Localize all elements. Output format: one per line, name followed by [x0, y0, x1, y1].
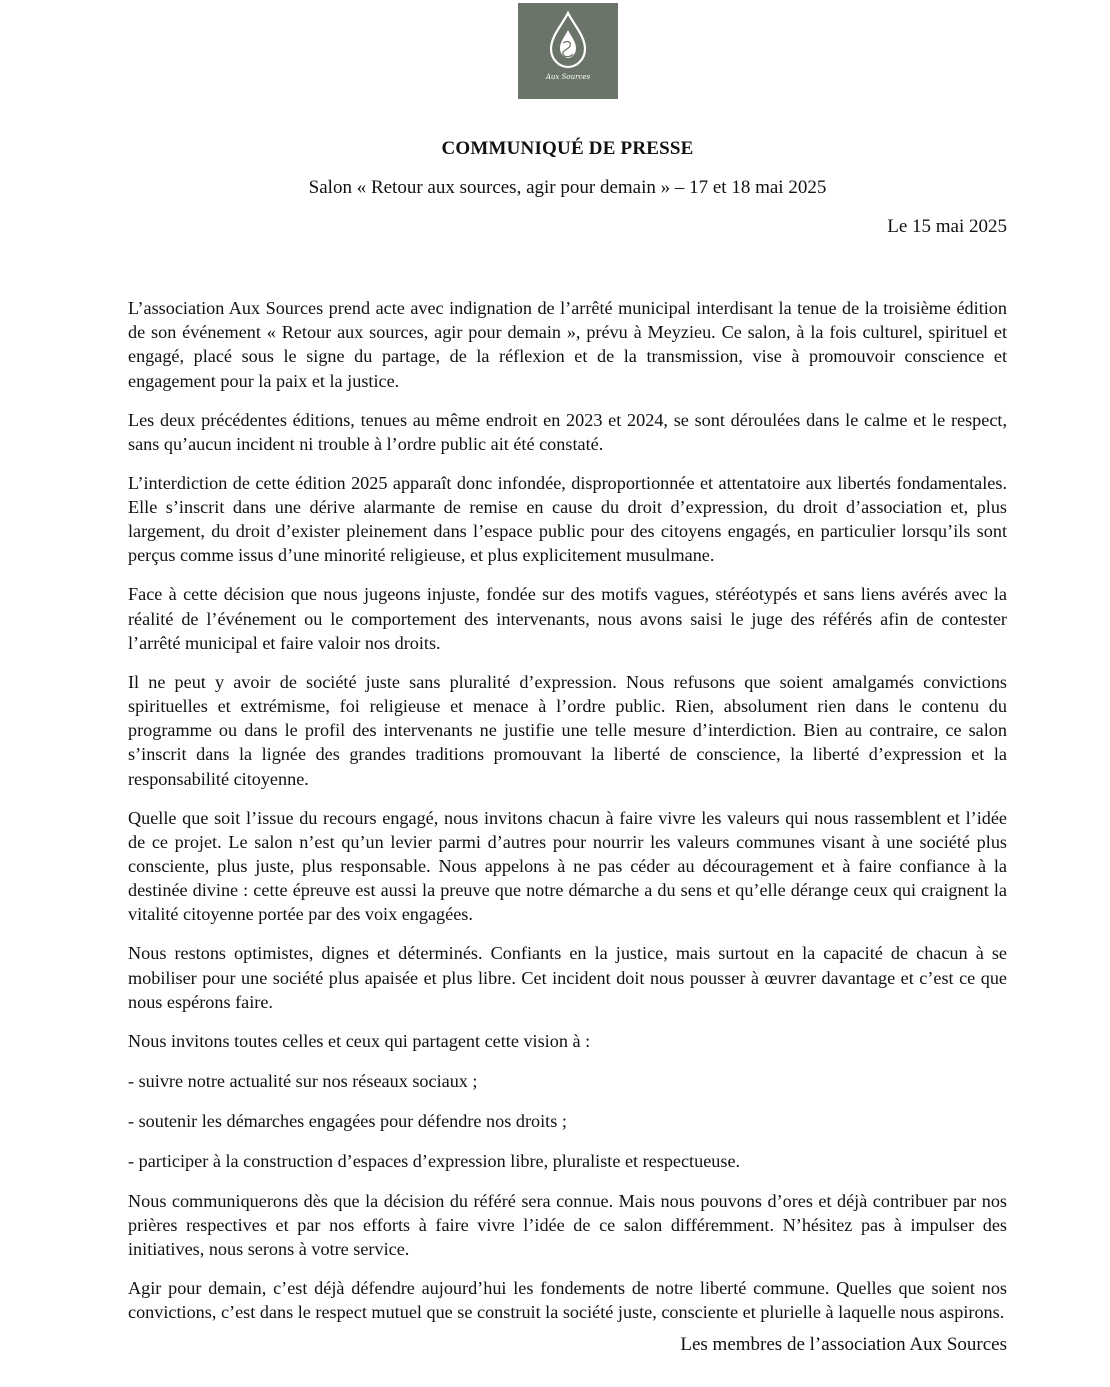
press-release-body: [128, 296, 1007, 1339]
page-title: COMMUNIQUÉ DE PRESSE: [441, 138, 694, 159]
association-logo: [518, 3, 618, 99]
paragraph-legal-action: Face à cette décision que nous jugeons injuste, fondée sur des motifs vagues, stéréotypés et sans liens avérés avec la réalité de l’événement ou le comportement des intervenants, nous avons saisi le juge des référés afin de contester l’arrêté municipal et faire valoir nos droits.: [128, 584, 1007, 653]
logo-wordmark: Aux Sources: [545, 73, 591, 81]
paragraph-next-steps: Nous communiquerons dès que la décision du référé sera connue. Mais nous pouvons d’ores et déjà contribuer par nos prières respectives et par nos efforts à faire vivre l’idée de ce salon différemment. N’hésitez pas à impulser des initiatives, nous serons à votre service.: [128, 1190, 1007, 1260]
paragraph-invitation: Nous invitons toutes celles et ceux qui partagent cette vision à :: [128, 1030, 591, 1051]
paragraph-pluralism: Il ne peut y avoir de société juste sans pluralité d’expression. Nous refusons que soient amalgamés convictions spirituelles et extrémisme, foi religieuse et menace à l’ordre public. Rien, absolument rien dans le contenu du programme ou dans le profil des intervenants ne justifie une telle mesure d’interdiction. Bien au contraire, ce salon s’inscrit dans la lignée des grandes traditions promouvant la liberté de conscience, la liberté d’expression et la responsabilité citoyenne.: [128, 671, 1007, 789]
water-drop-icon: [518, 3, 618, 99]
paragraph-previous-editions: Les deux précédentes éditions, tenues au même endroit en 2023 et 2024, se sont déroulées dans le calme et le respect, sans qu’aucun incident ni trouble à l’ordre public ait été constaté.: [128, 409, 1007, 454]
paragraph-ban-unfounded: L’interdiction de cette édition 2025 apparaît donc infondée, disproportionnée et attentatoire aux libertés fondamentales. Elle s’inscrit dans une dérive alarmante de remise en cause du droit d’expression, du droit d’association et, plus largement, du droit d’exister pleinement dans l’espace public pour des citoyens engagés, en particulier lorsqu’ils sont perçus comme issus d’une minorité religieuse, et plus explicitement musulmane.: [128, 472, 1007, 566]
paragraph-announcement: L’association Aux Sources prend acte avec indignation de l’arrêté municipal interdisant la tenue de la troisième édition de son événement « Retour aux sources, agir pour demain », prévu à Meyzieu. Ce salon, à la fois culturel, spirituel et engagé, placé sous le signe du partage, de la réflexion et de la transmission, vise à promouvoir conscience et engagement pour la paix et la justice.: [128, 298, 1007, 391]
paragraph-optimism: Nous restons optimistes, dignes et déterminés. Confiants en la justice, mais surtout en la capacité de chacun à se mobiliser pour une société plus apaisée et plus libre. Cet incident doit nous pousser à œuvrer davantage et c’est ce que nous espérons faire.: [128, 943, 1007, 1012]
paragraph-call-to-values: Quelle que soit l’issue du recours engagé, nous invitons chacun à faire vivre les valeurs qui nous rassemblent et l’idée de ce projet. Le salon n’est qu’un levier parmi d’autres pour nourrir les valeurs communes visant à une société plus consciente, plus juste, plus responsable. Nous appelons à ne pas céder au découragement et à faire confiance à la destinée divine : cette épreuve est aussi la preuve que notre démarche a du sens et qu’elle dérange ceux qui craignent la vitalité citoyenne portée par des voix engagées.: [128, 807, 1007, 925]
paragraph-conclusion: Agir pour demain, c’est déjà défendre aujourd’hui les fondements de notre liberté commune. Quelles que soient nos convictions, c’est dans le respect mutuel que se construit la société juste, consciente et plurielle à laquelle nous aspirons.: [128, 1278, 1007, 1323]
list-item: - soutenir les démarches engagées pour défendre nos droits ;: [128, 1110, 567, 1131]
signature: Les membres de l’association Aux Sources: [680, 1334, 1007, 1355]
list-item: - participer à la construction d’espaces d’expression libre, pluraliste et respectueuse.: [128, 1150, 741, 1171]
event-subtitle: Salon « Retour aux sources, agir pour demain » – 17 et 18 mai 2025: [308, 177, 827, 198]
list-item: - suivre notre actualité sur nos réseaux sociaux ;: [128, 1070, 478, 1091]
release-date: Le 15 mai 2025: [887, 216, 1007, 237]
